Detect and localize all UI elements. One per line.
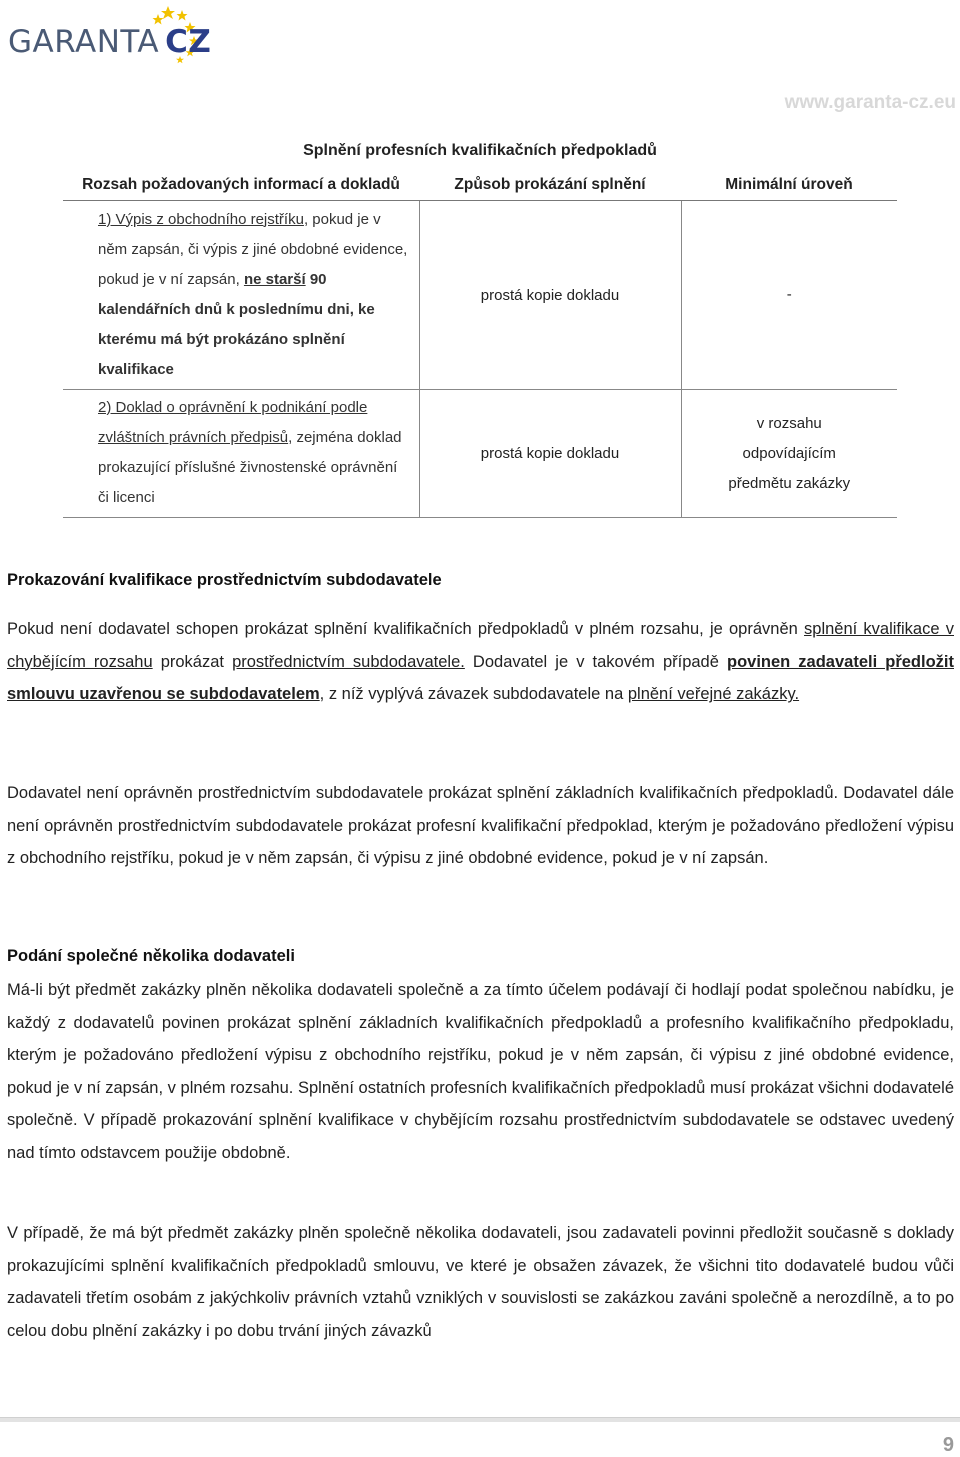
text-run: , z níž vyplývá závazek subdodavatele na xyxy=(319,685,628,704)
section-heading-subcontractor: Prokazování kvalifikace prostřednictvím subdodavatele xyxy=(7,571,442,589)
text-run: Dodavatel je v takovém případě xyxy=(464,652,727,671)
text-run: 90 kalendářních dnů k poslednímu dni, ke kterému má být prokázáno splnění kvalifikace xyxy=(98,270,375,378)
qualification-table xyxy=(63,170,897,518)
footer-rule xyxy=(0,1417,960,1422)
row1-scope xyxy=(63,201,419,390)
table-header-row xyxy=(63,170,897,201)
text-run: , zejména doklad prokazující příslušné živnostenské oprávnění či licenci xyxy=(98,429,402,506)
garanta-logo xyxy=(6,4,221,66)
paragraph-subcontractor-1 xyxy=(7,613,954,711)
row1-method: prostá kopie dokladu xyxy=(419,201,681,390)
header-level: Minimální úroveň xyxy=(681,170,897,201)
row2-scope xyxy=(63,390,419,518)
text-run: , pokud je v něm zapsán, či výpis z jiné obdobné evidence, pokud je v ní zapsán, xyxy=(98,210,408,288)
text-run: povinen zadavateli předložit smlouvu uzavřenou se subdodavatelem xyxy=(7,652,954,704)
table-row xyxy=(63,390,897,518)
text-run: prostřednictvím subdodavatele. xyxy=(232,652,465,671)
text-run: splnění kvalifikace v chybějícím rozsahu xyxy=(7,620,954,671)
header-method: Způsob prokázání splnění xyxy=(419,170,681,201)
row1-level: - xyxy=(681,201,897,390)
header-scope: Rozsah požadovaných informací a dokladů xyxy=(63,170,419,201)
logo-text: GARANTA xyxy=(8,24,160,60)
text-run: ne starší xyxy=(243,270,306,288)
row2-method: prostá kopie dokladu xyxy=(419,390,681,518)
text-run: plnění veřejné zakázky. xyxy=(627,685,800,704)
table-title: Splnění profesních kvalifikačních předpokladů xyxy=(303,142,657,159)
row2-level: v rozsahu odpovídajícím předmětu zakázky xyxy=(681,390,897,518)
paragraph-subcontractor-2: Dodavatel není oprávněn prostřednictvím subdodavatele prokázat splnění základních kvalifikačních předpokladů. Dodavatel dále není oprávněn prostřednictvím subdodavatele prokázat profesní kvalifikační předpoklad, kterým je požadováno předložení výpisu z obchodního rejstříku, pokud je v něm zapsán, či výpisu z jiné obdobné evidence, pokud je v ní zapsán. xyxy=(7,784,954,868)
text-run: prokázat xyxy=(152,652,233,671)
site-url: www.garanta-cz.eu xyxy=(784,92,956,113)
text-run: Pokud není dodavatel schopen prokázat splnění kvalifikačních předpokladů v plném rozsahu, je oprávněn xyxy=(7,620,805,638)
text-run: 1) Výpis z obchodního rejstříku xyxy=(98,210,304,228)
table-row xyxy=(63,201,897,390)
paragraph-joint-bid-1: Má-li být předmět zakázky plněn několika dodavateli společně a za tímto účelem podávají či hodlají podat společnou nabídku, je každý z dodavatelů povinen prokázat splnění základních kvalifikačních předpokladů a profesního kvalifikačního předpokladu, kterým je požadováno předložení výpisu z obchodního rejstříku, pokud je v něm zapsán, či výpisu z jiné obdobné evidence, pokud je v ní zapsán, v plném rozsahu. Splnění ostatních profesních kvalifikačních předpokladů musí prokázat všichni dodavatelé společně. V případě prokazování splnění kvalifikace v chybějícím rozsahu prostřednictvím subdodavatele se odstavec uvedený nad tímto odstavcem použije obdobně. xyxy=(7,981,954,1162)
page-number: 9 xyxy=(942,1434,954,1456)
logo-suffix: CZ xyxy=(165,24,212,60)
paragraph-joint-bid-2: V případě, že má být předmět zakázky plněn společně několika dodavateli, jsou zadavateli povinni předložit současně s doklady prokazujícími splnění kvalifikačních předpokladů smlouvu, ve které je obsažen závazek, že všichni tito dodavatelé budou vůči zadavateli třetím osobám z jakýchkoliv právních vztahů vzniklých v souvislosti se zakázkou zaváni společně a nerozdílně, a to po celou dobu plnění zakázky i po dobu trvání jiných závazků xyxy=(7,1224,954,1340)
text-run: 2) Doklad o oprávnění k podnikání podle zvláštních právních předpisů xyxy=(98,399,368,446)
section-heading-joint-bid: Podání společné několika dodavateli xyxy=(7,947,295,965)
